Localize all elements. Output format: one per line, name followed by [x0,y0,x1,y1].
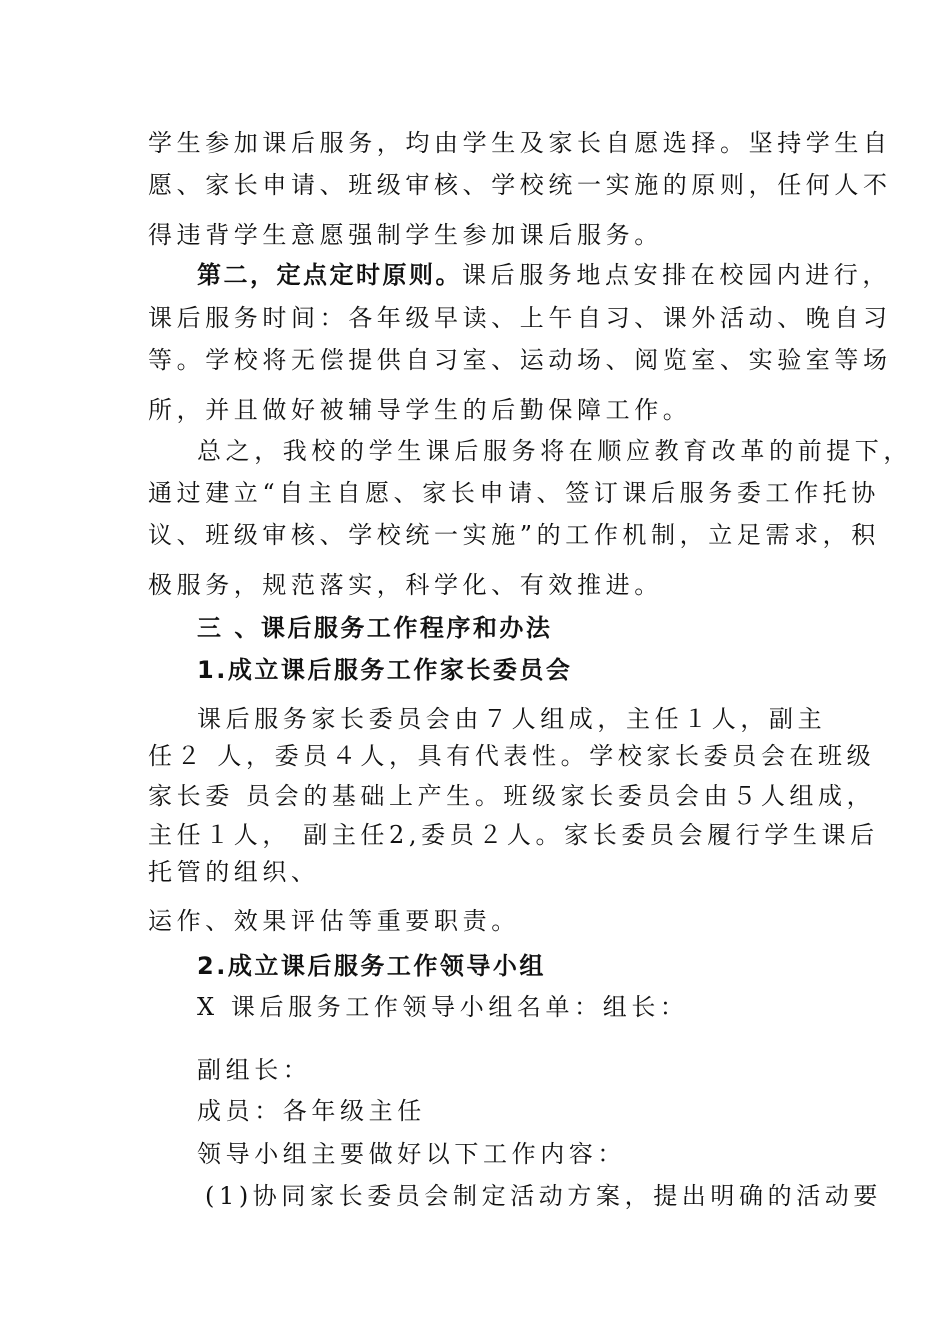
body-text: 课后服务地点安排在校园内进行， [462,261,891,289]
body-text-line: X 课后服务工作领导小组名单：组长： [197,993,689,1021]
body-text-line: 学生参加课后服务，均由学生及家长自愿选择。坚持学生自 [148,129,892,157]
body-text-line: 极服务，规范落实，科学化、有效推进。 [148,571,663,599]
section-heading: 三 、课后服务工作程序和办法 [197,614,553,642]
body-text-line: 任２ 人，委员４人，具有代表性。学校家长委员会在班级 [148,742,876,770]
body-text-line: 课后服务家长委员会由７人组成，主任１人，副主 [197,705,827,733]
subsection-heading: 2.成立课后服务工作领导小组 [197,952,546,980]
body-text-line: 所，并且做好被辅导学生的后勤保障工作。 [148,396,692,424]
body-text-line: 成员：各年级主任 [197,1097,426,1125]
body-text-line: 托管的组织、 [148,858,320,886]
body-text-line: 运作、效果评估等重要职责。 [148,907,520,935]
body-text-line: 通过建立“自主自愿、家长申请、签订课后服务委工作托协 [148,479,880,507]
subsection-heading: 1.成立课后服务工作家长委员会 [197,656,573,684]
list-item: (1)协同家长委员会制定活动方案，提出明确的活动要 [205,1182,882,1210]
body-text-line: 议、班级审核、学校统一实施”的工作机制，立足需求，积 [148,521,880,549]
body-text-line: 得违背学生意愿强制学生参加课后服务。 [148,221,663,249]
body-text-line: 愿、家长申请、班级审核、学校统一实施的原则，任何人不 [148,171,892,199]
body-text-line: 副组长： [197,1056,312,1084]
body-text-line: 家长委 员会的基础上产生。班级家长委员会由５人组成， [148,782,876,810]
body-text-line: 课后服务时间：各年级早读、上午自习、课外活动、晚自习 [148,304,892,332]
body-text-line: 总之，我校的学生课后服务将在顺应教育改革的前提下， [197,437,912,465]
body-text-line: 主任１人， 副主任2,委员２人。家长委员会履行学生课后 [148,821,879,849]
principle-two-heading: 第二，定点定时原则。 [197,261,462,289]
body-text-line: 领导小组主要做好以下工作内容： [197,1140,626,1168]
body-text-line: 等。学校将无偿提供自习室、运动场、阅览室、实验室等场 [148,346,892,374]
principle-two-paragraph [197,259,891,291]
